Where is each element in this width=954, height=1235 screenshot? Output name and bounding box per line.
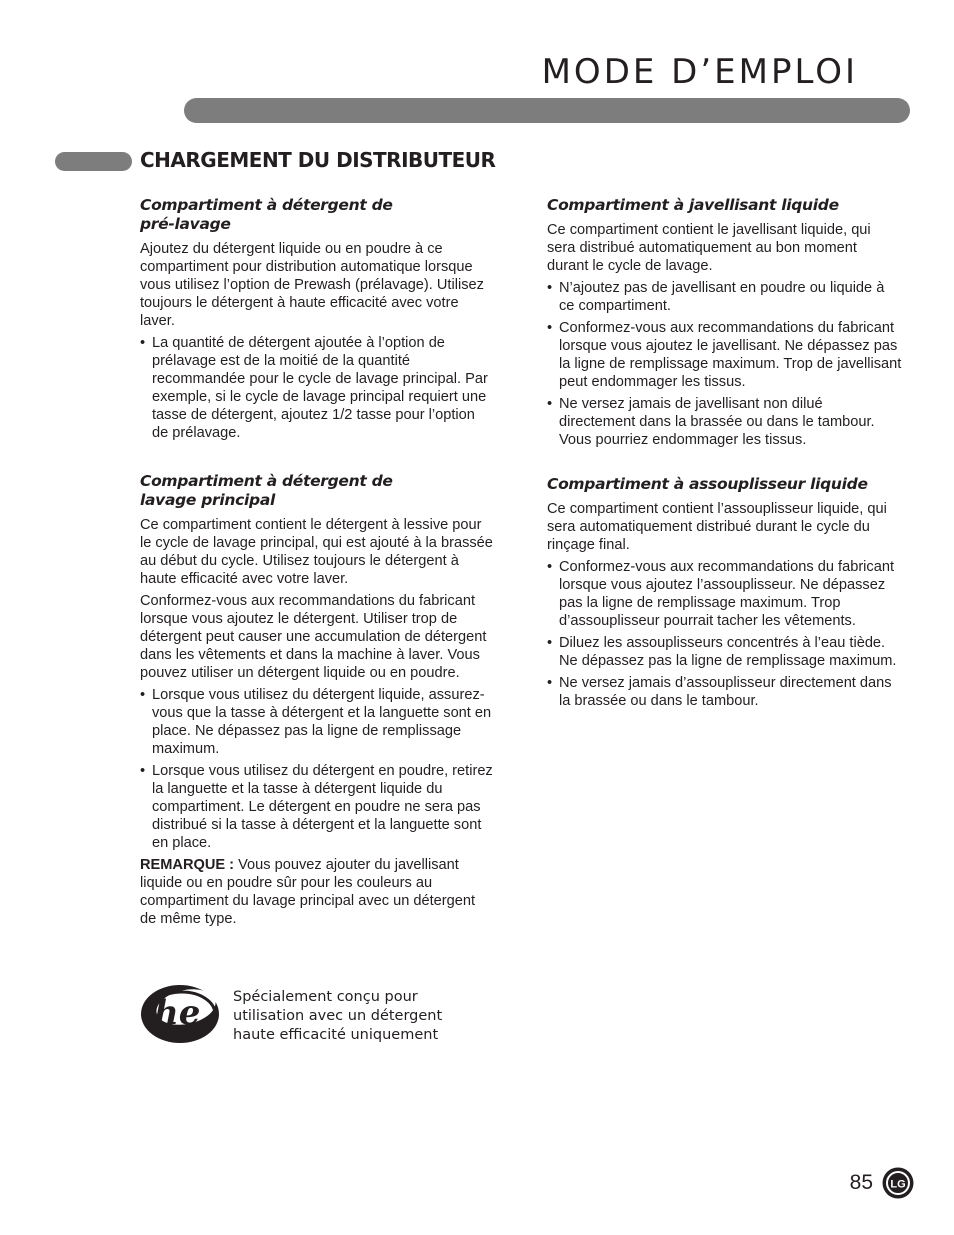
- main-wash-section: [140, 472, 495, 928]
- prewash-heading-line2: pré-lavage: [140, 215, 231, 233]
- main-wash-bullets: [140, 686, 495, 852]
- softener-paragraph: Ce compartiment contient l’assouplisseur liquide, qui sera automatiquement distribué durant le cycle du rinçage final.: [547, 501, 887, 553]
- bleach-bullets: [547, 279, 902, 449]
- softener-bullets: [547, 558, 902, 710]
- prewash-heading-line1: Compartiment à détergent de: [140, 196, 393, 214]
- section-marker-pill: [55, 152, 132, 171]
- note-paragraph: [140, 856, 495, 928]
- softener-section: [547, 475, 902, 710]
- main-wash-heading-line2: lavage principal: [140, 491, 275, 509]
- he-caption-line3: haute efficacité uniquement: [233, 1027, 439, 1043]
- main-wash-heading-line1: Compartiment à détergent de: [140, 472, 393, 490]
- main-wash-paragraph-2: Conformez-vous aux recommandations du fabricant lorsque vous ajoutez le détergent. Utiliser trop de détergent peut causer une accumulation de détergent dans les vêtements et dans la machine à laver. Vous pouvez utiliser un détergent liquide ou en poudre.: [140, 593, 487, 681]
- left-column: [140, 196, 495, 932]
- he-caption-line1: Spécialement conçu pour: [233, 989, 418, 1005]
- prewash-bullets: [140, 334, 495, 442]
- section-title: CHARGEMENT DU DISTRIBUTEUR: [140, 148, 496, 172]
- prewash-heading: [140, 196, 495, 234]
- note-text: Vous pouvez ajouter du javellisant liquide ou en poudre sûr pour les couleurs au compartiment du lavage principal avec un détergent de même type.: [140, 857, 476, 927]
- list-item: • Diluez les assouplisseurs concentrés à l’eau tiède. Ne dépassez pas la ligne de remplissage maximum.: [547, 634, 902, 670]
- header-divider-bar: [184, 98, 910, 123]
- list-item: • Ne versez jamais d’assouplisseur directement dans la brassée ou dans le tambour.: [547, 674, 902, 710]
- list-item: • Lorsque vous utilisez du détergent liquide, assurez-vous que la tasse à détergent et la languette sont en place. Ne dépassez pas la ligne de remplissage maximum.: [140, 686, 495, 758]
- main-wash-paragraph-1: Ce compartiment contient le détergent à lessive pour le cycle de lavage principal, qui est ajouté à la brassée au début du cycle. Utilisez toujours le détergent à haute efficacité avec votre laver.: [140, 517, 493, 587]
- list-item: • Conformez-vous aux recommandations du fabricant lorsque vous ajoutez l’assouplisseur. Ne dépassez pas la ligne de remplissage maximum. Trop d’assouplisseur pourrait tacher les vêtements.: [547, 558, 902, 630]
- list-item: • Ne versez jamais de javellisant non dilué directement dans la brassée ou dans le tambour. Vous pourriez endommager les tissus.: [547, 395, 902, 449]
- list-item: • N’ajoutez pas de javellisant en poudre ou liquide à ce compartiment.: [547, 279, 902, 315]
- list-item: • La quantité de détergent ajoutée à l’option de prélavage est de la moitié de la quantité recommandée pour le cycle de lavage principal. Par exemple, si le cycle de lavage principal requiert une tasse de détergent, ajoutez 1/2 tasse pour l’option de prélavage.: [140, 334, 495, 442]
- he-caption: [233, 988, 493, 1045]
- page-number: 85: [849, 1171, 873, 1194]
- right-column: [547, 196, 902, 714]
- lg-logo-icon: [882, 1167, 914, 1199]
- bleach-section: [547, 196, 902, 449]
- softener-heading: Compartiment à assouplisseur liquide: [547, 475, 868, 493]
- page-footer: [850, 1166, 914, 1200]
- prewash-section: [140, 196, 495, 442]
- page-header-title: MODE D’EMPLOI: [541, 52, 858, 92]
- list-item: • Conformez-vous aux recommandations du fabricant lorsque vous ajoutez le javellisant. Ne dépassez pas la ligne de remplissage maximum. Trop de javellisant peut endommager les tissus.: [547, 319, 902, 391]
- prewash-paragraph: Ajoutez du détergent liquide ou en poudre à ce compartiment pour distribution automatique lorsque vous utilisez l’option de Prewash (prélavage). Utilisez toujours le détergent à haute efficacité avec votre laver.: [140, 241, 484, 329]
- bleach-heading: Compartiment à javellisant liquide: [547, 196, 839, 214]
- lg-logo-text: LG: [890, 1178, 906, 1191]
- bleach-paragraph: Ce compartiment contient le javellisant liquide, qui sera distribué automatiquement au bon moment durant le cycle de lavage.: [547, 222, 871, 274]
- he-caption-line2: utilisation avec un détergent: [233, 1008, 443, 1024]
- he-logo-block: [140, 981, 500, 1047]
- list-item: • Lorsque vous utilisez du détergent en poudre, retirez la languette et la tasse à détergent liquide du compartiment. Le détergent en poudre ne sera pas distribué si la tasse à détergent et la languette sont en place.: [140, 762, 495, 852]
- he-logo-icon: [140, 981, 220, 1045]
- main-wash-heading: [140, 472, 495, 510]
- note-label: REMARQUE :: [140, 857, 235, 873]
- he-logo-text: he: [154, 993, 201, 1033]
